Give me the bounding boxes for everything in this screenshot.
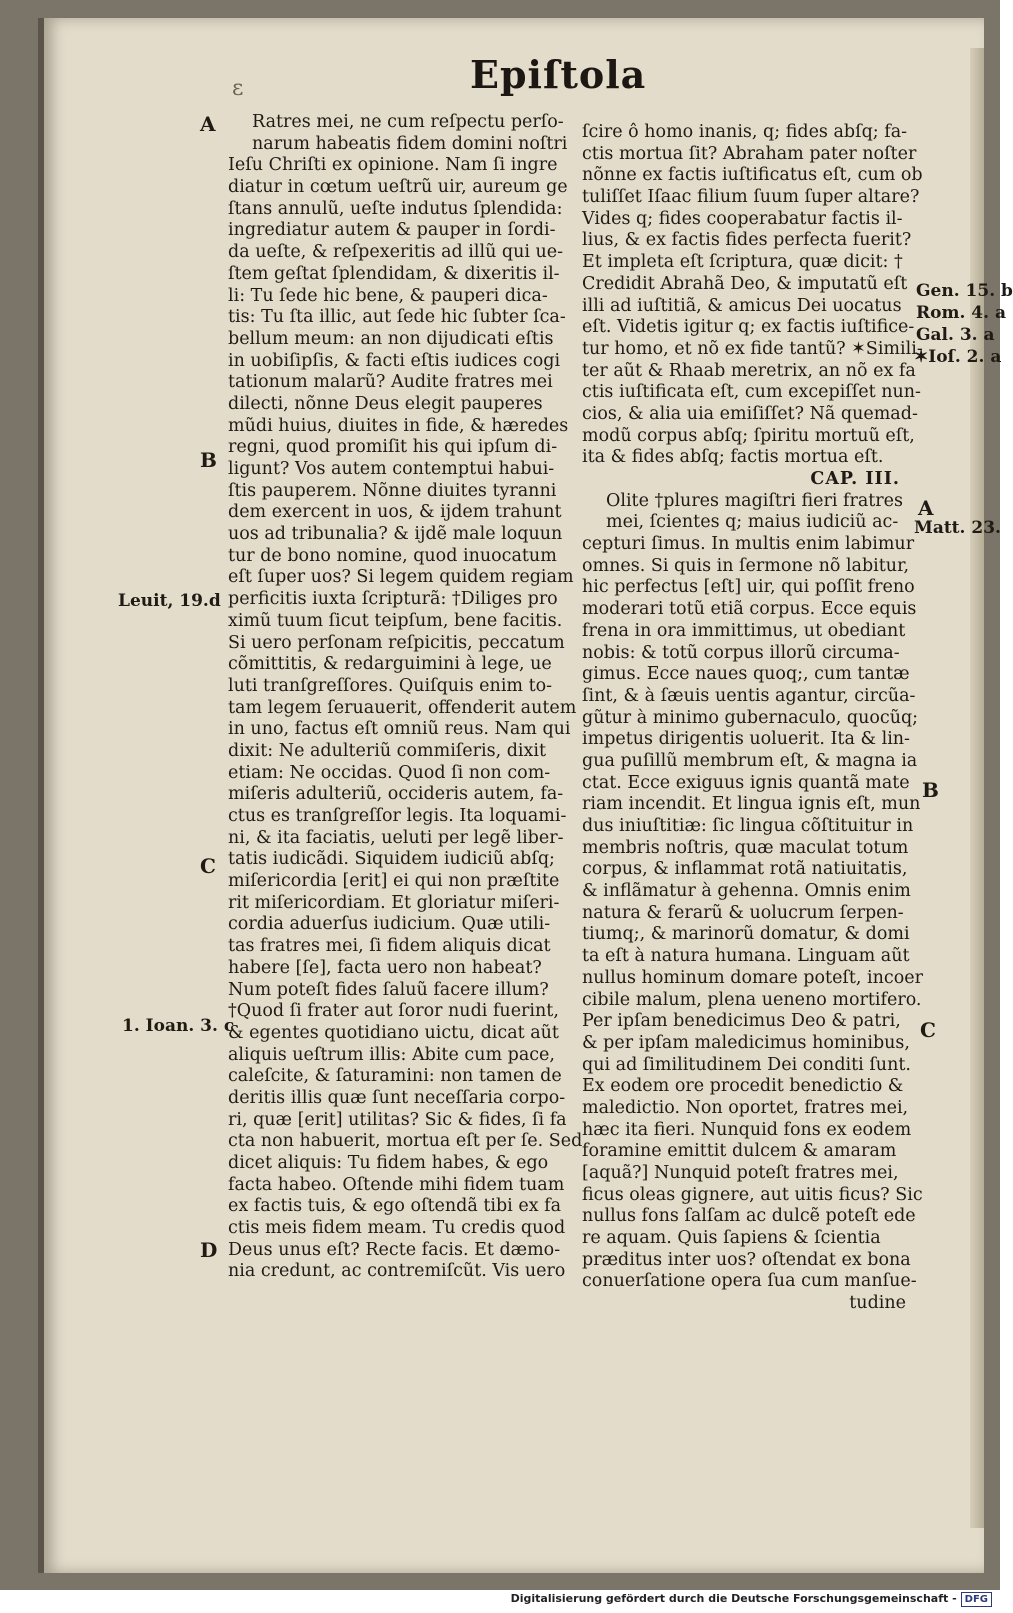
- text-line: dus iniuſtitiæ: ſic lingua cõſtituitur in: [582, 816, 914, 836]
- text-line: miſeris adulteriũ, occideris autem, fa-: [228, 784, 564, 805]
- page-edge: [970, 48, 984, 1528]
- text-line: ni, & ita faciatis, ueluti per legẽ liber-: [228, 827, 564, 848]
- text-line: Per ipſam benedicimus Deo & patri,: [582, 1011, 901, 1032]
- text-line: tationum malarũ? Audite fratres mei: [228, 372, 553, 393]
- text-line: Vides q; fides cooperabatur factis il-: [582, 208, 903, 229]
- text-line: tur homo, et nõ ex fide tantũ? ✶Simili-: [582, 338, 923, 359]
- text-line: ſint, & à ſæuis uentis agantur, circũa-: [582, 685, 916, 706]
- text-line: ta eſt à natura humana. Linguam aũt: [582, 946, 910, 967]
- text-line: Ieſu Chriſti ex opinione. Nam ſi ingre: [228, 155, 558, 176]
- left-column: [228, 112, 583, 1283]
- text-line: præditus inter uos? oſtendat ex bona: [582, 1249, 911, 1270]
- text-line: tatis iudicãdi. Siquidem iudiciũ abſq;: [228, 849, 555, 870]
- text-line: Credidit Abrahã Deo, & imputatũ eſt: [582, 273, 908, 294]
- text-line: ex factis tuis, & ego oſtendã tibi ex fa: [228, 1196, 562, 1217]
- text-line: deritis illis quæ ſunt neceſſaria corpo-: [228, 1087, 566, 1108]
- text-line: †Quod ſi frater aut ſoror nudi fuerint,: [228, 1001, 559, 1022]
- text-line: ingrediatur autem & pauper in ſordi-: [228, 220, 556, 241]
- text-line: luti tranſgreſſores. Quiſquis enim to-: [228, 675, 553, 696]
- text-line: hæc ita fieri. Nunquid fons ex eodem: [582, 1119, 912, 1140]
- margin-letter-b-left: B: [200, 448, 217, 472]
- text-line: cepturi ſimus. In multis enim labimur: [582, 534, 915, 555]
- margin-ref-rom: Rom. 4. a: [916, 303, 1006, 323]
- text-line: gũtur à minimo gubernaculo, quocũq;: [582, 707, 919, 728]
- text-line: Num poteſt fides ſaluũ facere illum?: [228, 979, 549, 1000]
- text-line: gua puſillũ membrum eſt, & magna ia: [582, 750, 918, 771]
- margin-ref-matt: Matt. 23.: [914, 518, 1001, 538]
- text-line: conuerſatione opera ſua cum manſue-: [582, 1271, 917, 1292]
- text-line: & inflãmatur à gehenna. Omnis enim: [582, 881, 911, 902]
- margin-letter-a-right: A: [918, 496, 934, 520]
- text-line: regni, quod promiſit his qui ipſum di-: [228, 437, 558, 458]
- text-line: ctis meis fidem meam. Tu credis quod: [228, 1218, 566, 1239]
- text-line: cibile malum, plena ueneno mortifero.: [582, 989, 922, 1010]
- text-line: Deus unus eſt? Recte facis. Et dæmo-: [228, 1239, 561, 1260]
- margin-letter-b-right: B: [922, 778, 939, 802]
- text-line: frena in ora immittimus, ut obediant: [582, 620, 906, 641]
- text-line: re aquam. Quis ſapiens & ſcientia: [582, 1228, 881, 1249]
- text-line: dilecti, nõnne Deus elegit pauperes: [228, 393, 543, 414]
- text-line: bellum meum: an non dijudicati eſtis: [228, 328, 554, 349]
- text-line: tas fratres mei, ſi fidem aliquis dicat: [228, 936, 551, 957]
- text-line: narum habeatis fidem domini noſtri: [252, 133, 568, 154]
- text-line: & egentes quotidiano uictu, dicat aũt: [228, 1022, 559, 1043]
- text-line: cta non habuerit, mortua eſt per ſe. Sed: [228, 1131, 583, 1152]
- text-line: corpus, & inflammat rotã natiuitatis,: [582, 859, 908, 880]
- text-line: membris noſtris, quæ maculat totum: [582, 837, 909, 858]
- text-line: da ueſte, & reſpexeritis ad illũ qui ue-: [228, 242, 564, 263]
- text-line: Olite †plures magiſtri fieri fratres: [606, 490, 904, 511]
- margin-letter-a-left: A: [200, 112, 216, 136]
- text-line: Si uero perſonam reſpicitis, peccatum: [228, 632, 565, 653]
- text-line: ſtans annulũ, ueſte indutus ſplendida:: [228, 198, 563, 219]
- text-line: cõmittitis, & redarguimini à lege, ue: [228, 654, 552, 675]
- text-line: Ratres mei, ne cum reſpectu perſo-: [252, 112, 564, 132]
- text-line: uos ad tribunalia? & ijdẽ male loquun: [228, 524, 563, 545]
- ornament-mark: ε: [232, 76, 244, 101]
- text-line: in uobiſipſis, & facti eſtis iudices cogi: [228, 350, 561, 371]
- text-line: ri, quæ [erit] utilitas? Sic & fides, ſi fa: [228, 1109, 567, 1130]
- text-line: & per ipſam maledicimus hominibus,: [582, 1032, 910, 1053]
- footer-text: Digitalisierung gefördert durch die Deutsche Forschungsgemeinschaft -: [510, 1592, 957, 1605]
- chapter-heading: CAP. III.: [810, 469, 900, 489]
- margin-ref-ioan: 1. Ioan. 3. c: [122, 1016, 235, 1036]
- margin-letter-c-right: C: [920, 1018, 936, 1042]
- text-line: [aquã?] Nunquid poteſt fratres mei,: [582, 1163, 899, 1183]
- text-line: habere [ſe], facta uero non habeat?: [228, 957, 542, 978]
- text-line: impetus dirigentis uoluerit. Ita & lin-: [582, 729, 910, 750]
- text-line: ximũ tuum ſicut teipſum, bene facitis.: [228, 610, 563, 631]
- margin-letter-d-left: D: [200, 1238, 218, 1262]
- text-line: aliquis ueſtrum illis: Abite cum pace,: [228, 1044, 555, 1065]
- text-line: ligunt? Vos autem contemptui habui-: [228, 459, 555, 479]
- text-line: cordia aduerſus iudicium. Quæ utili-: [228, 914, 551, 935]
- dfg-logo: DFG: [961, 1592, 992, 1607]
- text-line: tam legem ſeruauerit, offenderit autem: [228, 697, 577, 718]
- text-line: eſt ſuper uos? Si legem quidem regiam: [228, 567, 574, 588]
- text-line: Et impleta eſt ſcriptura, quæ dicit: †: [582, 252, 903, 273]
- catchword: tudine: [849, 1293, 906, 1314]
- right-column: [582, 122, 923, 1315]
- margin-ref-gen: Gen. 15. b: [916, 281, 1013, 301]
- running-head: Epiſtola: [470, 52, 647, 97]
- text-line: tuliſſet Iſaac filium ſuum ſuper altare?: [582, 187, 920, 208]
- text-line: ctus es tranſgreſſor legis. Ita loquami-: [228, 806, 567, 826]
- text-line: tis: Tu ſta illic, aut ſede hic ſubter ſca-: [228, 307, 566, 328]
- margin-letter-c-left: C: [200, 854, 216, 878]
- text-line: ctis mortua ſit? Abraham pater noſter: [582, 143, 917, 164]
- text-line: dicet aliquis: Tu fidem habes, & ego: [228, 1153, 549, 1173]
- text-line: moderari totũ etiã corpus. Ecce equis: [582, 599, 917, 620]
- text-line: nobis: & totũ corpus illorũ circuma-: [582, 642, 900, 663]
- text-line: Ex eodem ore procedit benedictio &: [582, 1076, 904, 1097]
- text-line: ita & fides abſq; factis mortua eſt.: [582, 447, 884, 468]
- text-line: nõnne ex factis iuſtificatus eſt, cum ob: [582, 165, 923, 186]
- text-line: ctat. Ecce exiguus ignis quantã mate: [582, 772, 910, 793]
- text-line: nullus hominum domare poteſt, incoer: [582, 967, 923, 988]
- margin-ref-leuit: Leuit, 19.d: [118, 591, 221, 611]
- text-line: tur de bono nomine, quod inuocatum: [228, 545, 557, 566]
- text-line: illi ad iuſtitiã, & amicus Dei uocatus: [582, 295, 902, 316]
- text-line: omnes. Si quis in ſermone nõ labitur,: [582, 555, 910, 576]
- text-line: eſt. Videtis igitur q; ex factis iuſtifice-: [582, 317, 915, 338]
- text-line: miſericordia [erit] ei qui non præſtite: [228, 871, 560, 892]
- text-line: ſtis pauperem. Nõnne diuites tyranni: [228, 480, 557, 501]
- text-line: ſtem geſtat ſplendidam, & dixeritis il-: [228, 263, 560, 284]
- text-line: mũdi huius, diuites in fide, & hæredes: [228, 415, 569, 436]
- text-line: cios, & alia uia emiſiſſet? Nã quemad-: [582, 403, 918, 424]
- text-line: nia credunt, ac contremiſcũt. Vis uero: [228, 1261, 566, 1282]
- text-line: hic perfectus [eſt] uir, qui poſſit freno: [582, 577, 915, 598]
- text-line: dixit: Ne adulteriũ commiſeris, dixit: [228, 740, 546, 761]
- text-line: ficus oleas gignere, aut uitis ficus? Sic: [582, 1184, 923, 1205]
- text-line: li: Tu ſede hic bene, & pauperi dica-: [228, 285, 548, 306]
- margin-ref-ios: ✶Ioſ. 2. a: [914, 347, 1002, 367]
- text-line: in uno, factus eſt omniũ reus. Nam qui: [228, 719, 571, 740]
- text-line: natura & ferarũ & uolucrum ſerpen-: [582, 902, 904, 923]
- text-line: mei, ſcientes q; maius iudiciũ ac-: [606, 512, 899, 533]
- text-line: etiam: Ne occidas. Quod ſi non com-: [228, 762, 551, 783]
- text-line: ſcire ô homo inanis, q; fides abſq; fa-: [582, 122, 908, 142]
- text-line: caleſcite, & ſaturamini: non tamen de: [228, 1066, 562, 1087]
- text-line: gimus. Ecce naues quoq;, cum tantæ: [582, 664, 910, 685]
- text-line: riam incendit. Et lingua ignis eſt, mun: [582, 794, 921, 815]
- text-line: qui ad ſimilitudinem Dei conditi ſunt.: [582, 1054, 911, 1075]
- text-line: dem exercent in uos, & ijdem trahunt: [228, 502, 562, 523]
- text-line: lius, & ex factis fides perfecta fuerit?: [582, 230, 912, 251]
- text-line: maledictio. Non oportet, fratres mei,: [582, 1097, 909, 1118]
- text-line: nullus fons ſalſam ac dulcẽ poteſt ede: [582, 1206, 916, 1227]
- digitization-footer: [511, 1592, 992, 1607]
- text-line: facta habeo. Oſtende mihi fidem tuam: [228, 1174, 565, 1195]
- text-line: rit miſericordiam. Et gloriatur miſeri-: [228, 892, 560, 913]
- text-line: perficitis iuxta ſcripturã: †Diliges pro: [228, 589, 558, 610]
- text-line: diatur in cœtum ueſtrũ uir, aureum ge: [228, 177, 568, 198]
- text-line: tiumq;, & marinorũ domatur, & domi: [582, 924, 910, 945]
- text-line: foramine emittit dulcem & amaram: [582, 1141, 897, 1162]
- text-line: ter aũt & Rhaab meretrix, an nõ ex fa: [582, 360, 916, 381]
- text-line: modũ corpus abſq; ſpiritu mortuũ eſt,: [582, 425, 915, 446]
- text-line: ctis iuſtificata eſt, cum excepiſſet nun-: [582, 382, 921, 403]
- margin-ref-gal: Gal. 3. a: [916, 325, 995, 345]
